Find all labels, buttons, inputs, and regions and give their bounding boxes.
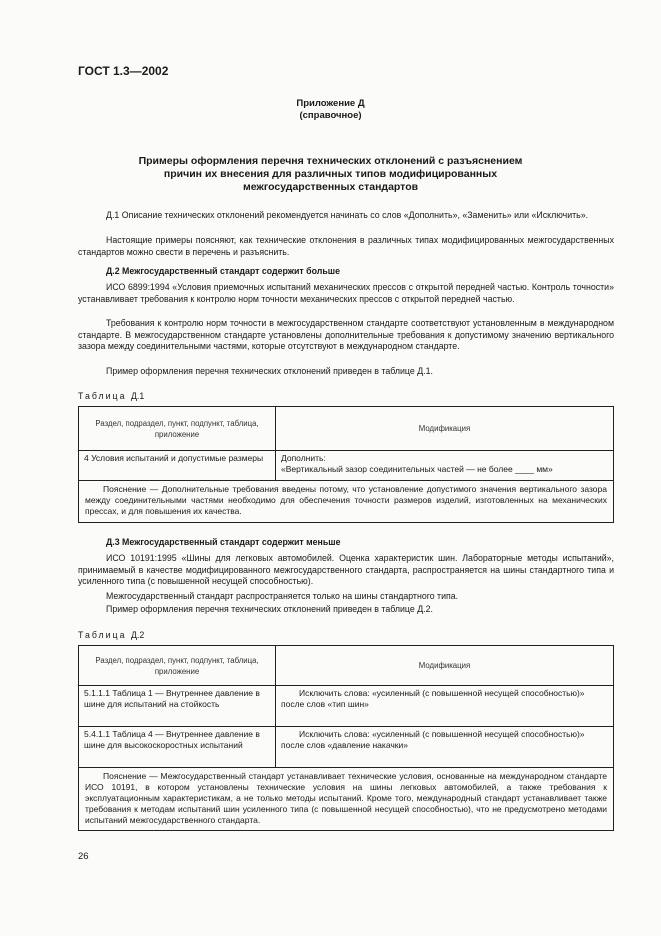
table1-note: Пояснение — Дополнительные требования введены потому, что установление допустимого значения вертикального зазора между соединительными частями необходимо для обеспечения точности размеров изделий, изготовленных на механических прессах, и для повышения их качества. bbox=[79, 481, 614, 523]
table-header-row bbox=[79, 407, 614, 451]
table1-row-modification bbox=[276, 451, 614, 481]
table1-col1-header: Раздел, подраздел, пункт, подпункт, таблица, приложение bbox=[79, 407, 276, 451]
table2-label-number: Д.2 bbox=[130, 630, 145, 640]
table2-label-word: Таблица bbox=[78, 630, 127, 640]
title-line-2: причин их внесения для различных типов модифицированных bbox=[163, 168, 498, 180]
section-d2-paragraph-3: Пример оформления перечня технических отклонений приведен в таблице Д.1. bbox=[106, 366, 433, 376]
intro-paragraph-2: Настоящие примеры поясняют, как технические отклонения в различных типах модифицированных межгосударственных стандартов можно свести в перечень и разъяснить. bbox=[78, 235, 614, 257]
table-note-row bbox=[79, 481, 614, 523]
table-header-row bbox=[79, 646, 614, 686]
table2-row2-modification: Исключить слова: «усиленный (с повышенной несущей способностью)» после слов «давление накачки» bbox=[276, 727, 614, 768]
table1-mod-line-2: «Вертикальный зазор соединительных частей — не более ____ мм» bbox=[281, 464, 553, 474]
table2-row2-section: 5.4.1.1 Таблица 4 — Внутреннее давление в шине для высокоскоростных испытаний bbox=[79, 727, 276, 768]
section-d2-heading: Д.2 Межгосударственный стандарт содержит больше bbox=[106, 266, 340, 276]
table2-col2-header: Модификация bbox=[276, 646, 614, 686]
section-d3-paragraph-3: Пример оформления перечня технических отклонений приведен в таблице Д.2. bbox=[106, 604, 433, 614]
table1-label bbox=[78, 391, 144, 401]
table2-col1-header: Раздел, подраздел, пункт, подпункт, таблица, приложение bbox=[79, 646, 276, 686]
table-row bbox=[79, 686, 614, 727]
section-d3-paragraph-1: ИСО 10191:1995 «Шины для легковых автомобилей. Оценка характеристик шин. Лабораторные методы испытаний», принимаемый в качестве модифицированного межгосударственного стандарта, распространяется на шины стандартного типа и усиленного типа (с повышенной несущей способностью). bbox=[78, 553, 614, 586]
table-d1 bbox=[78, 406, 614, 523]
appendix-type: (справочное) bbox=[299, 110, 362, 121]
table-note-row bbox=[79, 768, 614, 831]
table1-row-section: 4 Условия испытаний и допустимые размеры bbox=[79, 451, 276, 481]
section-d3-paragraph-2: Межгосударственный стандарт распространяется только на шины стандартного типа. bbox=[106, 591, 459, 601]
section-d3-heading: Д.3 Межгосударственный стандарт содержит меньше bbox=[106, 537, 341, 547]
title-line-3: межгосударственных стандартов bbox=[242, 181, 419, 193]
section-d2-paragraph-1: ИСО 6899:1994 «Условия приемочных испытаний механических прессов с открытой передней частью. Контроль точности» устанавливает требования к контролю норм точности механических прессов с открытой передней частью. bbox=[78, 282, 614, 304]
table2-row1-section: 5.1.1.1 Таблица 1 — Внутреннее давление в шине для испытаний на стойкость bbox=[79, 686, 276, 727]
appendix-title bbox=[0, 155, 661, 194]
page-number: 26 bbox=[78, 851, 89, 862]
appendix-label: Приложение Д bbox=[296, 98, 365, 109]
section-d2-paragraph-2: Требования к контролю норм точности в межгосударственном стандарте соответствуют установленным в международном стандарте. В межгосударственном стандарте установлены дополнительные требования к допустимому значению вертикального зазора между соединительными частями, которые отсутствуют в международном стандарте. bbox=[78, 318, 614, 351]
intro-paragraph-1: Д.1 Описание технических отклонений рекомендуется начинать со слов «Дополнить», «Заменить» или «Исключить». bbox=[106, 210, 589, 220]
table2-row1-modification: Исключить слова: «усиленный (с повышенной несущей способностью)» после слов «тип шин» bbox=[276, 686, 614, 727]
document-code: ГОСТ 1.3—2002 bbox=[78, 64, 169, 78]
table1-label-word: Таблица bbox=[78, 391, 127, 401]
title-line-1: Примеры оформления перечня технических отклонений с разъяснением bbox=[138, 155, 523, 167]
table1-mod-line-1: Дополнить: bbox=[281, 453, 326, 463]
table-d2 bbox=[78, 645, 614, 831]
table1-label-number: Д.1 bbox=[130, 391, 145, 401]
table2-label bbox=[78, 630, 144, 640]
table-row bbox=[79, 727, 614, 768]
table1-col2-header: Модификация bbox=[276, 407, 614, 451]
table2-note: Пояснение — Межгосударственный стандарт устанавливает технические условия, основанные на международном стандарте ИСО 10191, в котором установлены технические условия на шины легковых автомобилей, а также требования к эксплуатационным характеристикам, а не только методы испытаний. Кроме того, международный стандарт устанавливает также требования к методам испытаний шин усиленного типа (с повышенной несущей способностью), что не предусмотрено методами испытаний межгосударственного стандарта. bbox=[79, 768, 614, 831]
table-row bbox=[79, 451, 614, 481]
